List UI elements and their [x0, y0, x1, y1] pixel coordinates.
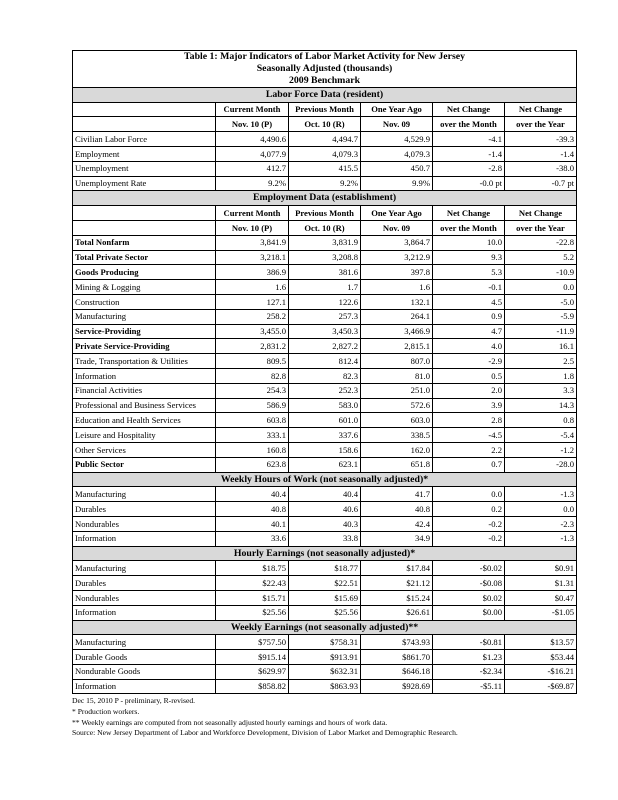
table-row	[73, 502, 577, 517]
value-cell: 583.0	[289, 398, 361, 413]
value-cell: -0.1	[433, 280, 505, 295]
value-cell: 160.8	[216, 442, 289, 457]
section-banner: Employment Data (establishment)	[73, 191, 577, 206]
value-cell: 14.3	[505, 398, 577, 413]
value-cell: 5.2	[505, 250, 577, 265]
value-cell: 40.1	[216, 516, 289, 531]
labor-indicators-table	[72, 50, 577, 694]
value-cell: 807.0	[361, 354, 433, 369]
value-cell: -10.9	[505, 265, 577, 280]
value-cell: 572.6	[361, 398, 433, 413]
value-cell: -28.0	[505, 457, 577, 472]
title-line-1: Table 1: Major Indicators of Labor Market Activity for New Jersey	[184, 51, 466, 62]
value-cell: -$16.21	[505, 664, 577, 679]
document-page	[72, 50, 576, 739]
footnote-line: ** Weekly earnings are computed from not seasonally adjusted hourly earnings and hours of work data.	[72, 717, 388, 727]
value-cell: 132.1	[361, 294, 433, 309]
column-header: over the Year	[505, 117, 577, 132]
table-row	[73, 428, 577, 443]
value-cell: $26.61	[361, 605, 433, 620]
column-header: Oct. 10 (R)	[289, 220, 361, 235]
value-cell: 2,827.2	[289, 339, 361, 354]
table-row	[73, 561, 577, 576]
row-label: Civilian Labor Force	[73, 132, 216, 147]
value-cell: 40.8	[361, 502, 433, 517]
value-cell: 3,450.3	[289, 324, 361, 339]
header-blank-cell	[73, 117, 216, 132]
value-cell: $928.69	[361, 679, 433, 694]
value-cell: 603.8	[216, 413, 289, 428]
value-cell: -$0.08	[433, 576, 505, 591]
section-banner-row	[73, 87, 577, 102]
value-cell: -2.9	[433, 354, 505, 369]
table-row	[73, 664, 577, 679]
value-cell: 4,079.3	[361, 147, 433, 162]
value-cell: 10.0	[433, 235, 505, 250]
value-cell: 386.9	[216, 265, 289, 280]
row-label: Manufacturing	[73, 487, 216, 502]
value-cell: $1.23	[433, 650, 505, 665]
value-cell: $15.24	[361, 590, 433, 605]
column-header-row	[73, 220, 577, 235]
table-row	[73, 413, 577, 428]
value-cell: 2.0	[433, 383, 505, 398]
value-cell: 0.0	[433, 487, 505, 502]
row-label: Durables	[73, 502, 216, 517]
value-cell: 4,077.9	[216, 147, 289, 162]
value-cell: 0.7	[433, 457, 505, 472]
value-cell: $629.97	[216, 664, 289, 679]
value-cell: 162.0	[361, 442, 433, 457]
column-header: Nov. 09	[361, 117, 433, 132]
value-cell: -0.2	[433, 516, 505, 531]
title-row	[73, 51, 577, 88]
value-cell: -$5.11	[433, 679, 505, 694]
value-cell: 623.1	[289, 457, 361, 472]
value-cell: -2.8	[433, 161, 505, 176]
value-cell: 603.0	[361, 413, 433, 428]
row-label: Construction	[73, 294, 216, 309]
value-cell: 9.9%	[361, 176, 433, 191]
row-label: Total Nonfarm	[73, 235, 216, 250]
table-title	[73, 51, 577, 88]
value-cell: -4.5	[433, 428, 505, 443]
row-label: Information	[73, 368, 216, 383]
value-cell: 82.3	[289, 368, 361, 383]
column-header: Oct. 10 (R)	[289, 117, 361, 132]
table-row	[73, 354, 577, 369]
footnote-line: * Production workers.	[72, 707, 140, 717]
table-row	[73, 650, 577, 665]
value-cell: 40.4	[289, 487, 361, 502]
row-label: Nondurables	[73, 590, 216, 605]
value-cell: 251.0	[361, 383, 433, 398]
value-cell: -1.4	[505, 147, 577, 162]
value-cell: -1.3	[505, 531, 577, 546]
value-cell: 337.6	[289, 428, 361, 443]
value-cell: 9.2%	[216, 176, 289, 191]
table-row	[73, 531, 577, 546]
value-cell: -0.7 pt	[505, 176, 577, 191]
row-label: Unemployment Rate	[73, 176, 216, 191]
value-cell: 33.6	[216, 531, 289, 546]
header-blank-cell	[73, 220, 216, 235]
value-cell: 33.8	[289, 531, 361, 546]
value-cell: 333.1	[216, 428, 289, 443]
value-cell: 586.9	[216, 398, 289, 413]
value-cell: 254.3	[216, 383, 289, 398]
footnotes	[72, 696, 576, 738]
value-cell: 4.5	[433, 294, 505, 309]
row-label: Unemployment	[73, 161, 216, 176]
table-row	[73, 368, 577, 383]
value-cell: -5.9	[505, 309, 577, 324]
table-row	[73, 383, 577, 398]
section-banner-row	[73, 191, 577, 206]
value-cell: $646.18	[361, 664, 433, 679]
table-row	[73, 265, 577, 280]
table-row	[73, 679, 577, 694]
value-cell: $0.47	[505, 590, 577, 605]
title-line-2: Seasonally Adjusted (thousands)	[256, 62, 393, 74]
table-row	[73, 576, 577, 591]
row-label: Mining & Logging	[73, 280, 216, 295]
column-header: Current Month	[216, 206, 289, 221]
table-row	[73, 457, 577, 472]
value-cell: 258.2	[216, 309, 289, 324]
row-label: Leisure and Hospitality	[73, 428, 216, 443]
value-cell: -$0.02	[433, 561, 505, 576]
value-cell: 4,529.9	[361, 132, 433, 147]
value-cell: $15.69	[289, 590, 361, 605]
value-cell: 252.3	[289, 383, 361, 398]
table-row	[73, 324, 577, 339]
value-cell: $758.31	[289, 635, 361, 650]
value-cell: -$1.05	[505, 605, 577, 620]
value-cell: 3,831.9	[289, 235, 361, 250]
table-row	[73, 161, 577, 176]
value-cell: 4.7	[433, 324, 505, 339]
value-cell: -5.0	[505, 294, 577, 309]
value-cell: 4,490.6	[216, 132, 289, 147]
column-header: over the Month	[433, 117, 505, 132]
value-cell: 40.8	[216, 502, 289, 517]
value-cell: 623.8	[216, 457, 289, 472]
value-cell: 2.2	[433, 442, 505, 457]
column-header: Previous Month	[289, 102, 361, 117]
row-label: Professional and Business Services	[73, 398, 216, 413]
row-label: Durable Goods	[73, 650, 216, 665]
value-cell: $53.44	[505, 650, 577, 665]
value-cell: -39.3	[505, 132, 577, 147]
value-cell: 3,212.9	[361, 250, 433, 265]
table-row	[73, 339, 577, 354]
row-label: Private Service-Providing	[73, 339, 216, 354]
value-cell: $915.14	[216, 650, 289, 665]
value-cell: -$69.87	[505, 679, 577, 694]
value-cell: -5.4	[505, 428, 577, 443]
value-cell: $18.75	[216, 561, 289, 576]
table-row	[73, 294, 577, 309]
value-cell: $632.31	[289, 664, 361, 679]
value-cell: 40.6	[289, 502, 361, 517]
value-cell: 3,208.8	[289, 250, 361, 265]
value-cell: 122.6	[289, 294, 361, 309]
value-cell: 1.8	[505, 368, 577, 383]
column-header-row	[73, 102, 577, 117]
value-cell: $1.31	[505, 576, 577, 591]
value-cell: 651.8	[361, 457, 433, 472]
value-cell: 4.0	[433, 339, 505, 354]
row-label: Information	[73, 531, 216, 546]
value-cell: $18.77	[289, 561, 361, 576]
value-cell: $858.82	[216, 679, 289, 694]
value-cell: $17.84	[361, 561, 433, 576]
section-banner: Labor Force Data (resident)	[73, 87, 577, 102]
value-cell: 81.0	[361, 368, 433, 383]
value-cell: 2,815.1	[361, 339, 433, 354]
header-blank-cell	[73, 206, 216, 221]
value-cell: 3,864.7	[361, 235, 433, 250]
table-row	[73, 635, 577, 650]
value-cell: -1.3	[505, 487, 577, 502]
table-row	[73, 280, 577, 295]
value-cell: 0.0	[505, 502, 577, 517]
column-header: Net Change	[433, 102, 505, 117]
value-cell: 415.5	[289, 161, 361, 176]
value-cell: $0.91	[505, 561, 577, 576]
value-cell: 3,466.9	[361, 324, 433, 339]
value-cell: 0.8	[505, 413, 577, 428]
value-cell: $13.57	[505, 635, 577, 650]
section-banner-row	[73, 546, 577, 561]
value-cell: 42.4	[361, 516, 433, 531]
row-label: Service-Providing	[73, 324, 216, 339]
value-cell: 264.1	[361, 309, 433, 324]
value-cell: 9.3	[433, 250, 505, 265]
value-cell: -4.1	[433, 132, 505, 147]
value-cell: $757.50	[216, 635, 289, 650]
value-cell: 16.1	[505, 339, 577, 354]
value-cell: 2.5	[505, 354, 577, 369]
column-header: Net Change	[433, 206, 505, 221]
value-cell: 412.7	[216, 161, 289, 176]
value-cell: 3,455.0	[216, 324, 289, 339]
column-header-row	[73, 206, 577, 221]
value-cell: -1.4	[433, 147, 505, 162]
value-cell: $25.56	[216, 605, 289, 620]
footnote-line: Source: New Jersey Department of Labor and Workforce Development, Division of Labor Market and Demographic Research.	[72, 728, 458, 738]
row-label: Manufacturing	[73, 635, 216, 650]
table-row	[73, 398, 577, 413]
value-cell: 338.5	[361, 428, 433, 443]
value-cell: 0.5	[433, 368, 505, 383]
value-cell: 3.3	[505, 383, 577, 398]
row-label: Durables	[73, 576, 216, 591]
column-header: Current Month	[216, 102, 289, 117]
value-cell: -1.2	[505, 442, 577, 457]
row-label: Other Services	[73, 442, 216, 457]
value-cell: 82.8	[216, 368, 289, 383]
value-cell: 1.7	[289, 280, 361, 295]
value-cell: 3,841.9	[216, 235, 289, 250]
section-banner: Weekly Earnings (not seasonally adjusted)**	[73, 620, 577, 635]
table-row	[73, 147, 577, 162]
row-label: Financial Activities	[73, 383, 216, 398]
value-cell: $743.93	[361, 635, 433, 650]
value-cell: $0.02	[433, 590, 505, 605]
row-label: Manufacturing	[73, 309, 216, 324]
row-label: Total Private Sector	[73, 250, 216, 265]
value-cell: -0.0 pt	[433, 176, 505, 191]
column-header-row	[73, 117, 577, 132]
value-cell: 127.1	[216, 294, 289, 309]
column-header: Nov. 10 (P)	[216, 220, 289, 235]
value-cell: 158.6	[289, 442, 361, 457]
table-row	[73, 487, 577, 502]
table-row	[73, 176, 577, 191]
value-cell: 4,079.3	[289, 147, 361, 162]
row-label: Education and Health Services	[73, 413, 216, 428]
value-cell: 3,218.1	[216, 250, 289, 265]
value-cell: 5.3	[433, 265, 505, 280]
value-cell: $22.51	[289, 576, 361, 591]
column-header: Nov. 10 (P)	[216, 117, 289, 132]
row-label: Manufacturing	[73, 561, 216, 576]
value-cell: 1.6	[216, 280, 289, 295]
table-row	[73, 590, 577, 605]
value-cell: $25.56	[289, 605, 361, 620]
row-label: Trade, Transportation & Utilities	[73, 354, 216, 369]
value-cell: $861.70	[361, 650, 433, 665]
value-cell: $0.00	[433, 605, 505, 620]
value-cell: 2.8	[433, 413, 505, 428]
section-banner: Weekly Hours of Work (not seasonally adjusted)*	[73, 472, 577, 487]
value-cell: 257.3	[289, 309, 361, 324]
value-cell: -11.9	[505, 324, 577, 339]
row-label: Goods Producing	[73, 265, 216, 280]
value-cell: 40.4	[216, 487, 289, 502]
value-cell: -$0.81	[433, 635, 505, 650]
value-cell: 3.9	[433, 398, 505, 413]
table-row	[73, 309, 577, 324]
column-header: Nov. 09	[361, 220, 433, 235]
table-row	[73, 132, 577, 147]
value-cell: 0.0	[505, 280, 577, 295]
table-row	[73, 235, 577, 250]
value-cell: 809.5	[216, 354, 289, 369]
value-cell: 2,831.2	[216, 339, 289, 354]
section-banner-row	[73, 620, 577, 635]
row-label: Nondurables	[73, 516, 216, 531]
value-cell: -$2.34	[433, 664, 505, 679]
row-label: Information	[73, 605, 216, 620]
value-cell: 34.9	[361, 531, 433, 546]
value-cell: 9.2%	[289, 176, 361, 191]
value-cell: $863.93	[289, 679, 361, 694]
value-cell: 450.7	[361, 161, 433, 176]
row-label: Nondurable Goods	[73, 664, 216, 679]
column-header: over the Year	[505, 220, 577, 235]
value-cell: 812.4	[289, 354, 361, 369]
table-row	[73, 442, 577, 457]
table-row	[73, 516, 577, 531]
value-cell: $21.12	[361, 576, 433, 591]
table-row	[73, 250, 577, 265]
header-blank-cell	[73, 102, 216, 117]
value-cell: 41.7	[361, 487, 433, 502]
value-cell: -0.2	[433, 531, 505, 546]
value-cell: $913.91	[289, 650, 361, 665]
row-label: Public Sector	[73, 457, 216, 472]
table-row	[73, 605, 577, 620]
column-header: Previous Month	[289, 206, 361, 221]
value-cell: 1.6	[361, 280, 433, 295]
value-cell: $15.71	[216, 590, 289, 605]
value-cell: $22.43	[216, 576, 289, 591]
section-banner-row	[73, 472, 577, 487]
value-cell: -22.8	[505, 235, 577, 250]
value-cell: 0.2	[433, 502, 505, 517]
row-label: Information	[73, 679, 216, 694]
column-header: Net Change	[505, 206, 577, 221]
section-banner: Hourly Earnings (not seasonally adjusted)*	[73, 546, 577, 561]
row-label: Employment	[73, 147, 216, 162]
value-cell: 40.3	[289, 516, 361, 531]
value-cell: 601.0	[289, 413, 361, 428]
column-header: Net Change	[505, 102, 577, 117]
title-line-3: 2009 Benchmark	[289, 74, 361, 86]
column-header: One Year Ago	[361, 102, 433, 117]
footnote-line: Dec 15, 2010 P - preliminary, R-revised.	[72, 696, 196, 706]
value-cell: 4,494.7	[289, 132, 361, 147]
column-header: over the Month	[433, 220, 505, 235]
value-cell: 381.6	[289, 265, 361, 280]
value-cell: 0.9	[433, 309, 505, 324]
value-cell: -38.0	[505, 161, 577, 176]
value-cell: -2.3	[505, 516, 577, 531]
value-cell: 397.8	[361, 265, 433, 280]
column-header: One Year Ago	[361, 206, 433, 221]
